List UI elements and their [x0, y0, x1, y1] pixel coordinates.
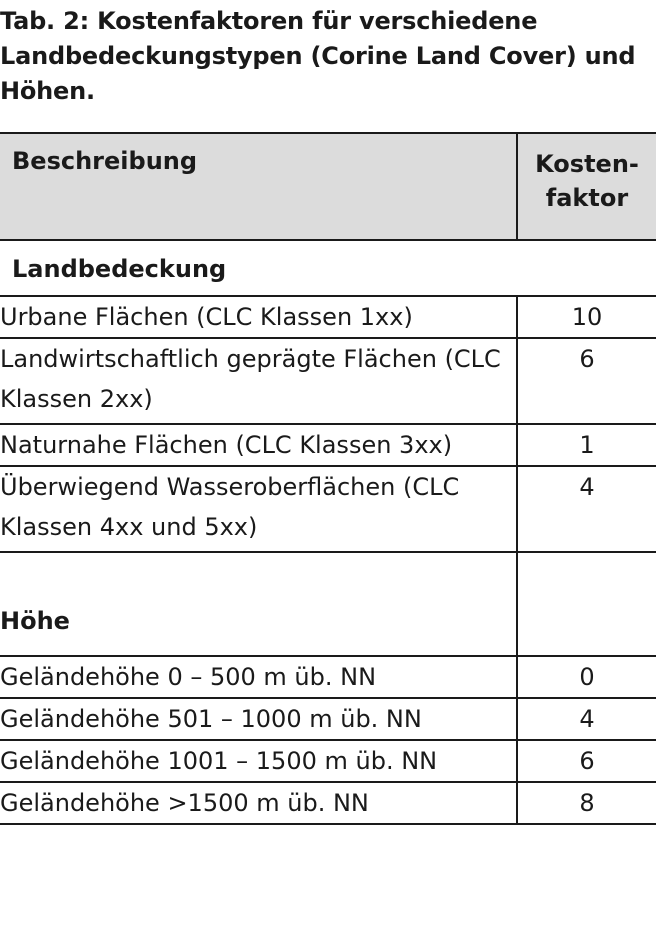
cost-factor-table [0, 132, 656, 825]
header-factor-line1: Kosten- [535, 150, 639, 178]
row-factor: 4 [517, 698, 656, 740]
row-description: Überwiegend Wasseroberflächen (CLC Klassen 4xx und 5xx) [0, 466, 517, 552]
row-description: Geländehöhe >1500 m üb. NN [0, 782, 517, 824]
row-description: Geländehöhe 501 – 1000 m üb. NN [0, 698, 517, 740]
table-row [0, 424, 656, 466]
row-factor: 6 [517, 740, 656, 782]
header-description: Beschreibung [0, 133, 517, 240]
table-row [0, 338, 656, 424]
row-factor: 4 [517, 466, 656, 552]
table-row [0, 740, 656, 782]
table-row [0, 656, 656, 698]
table-caption: Tab. 2: Kostenfaktoren für verschiedene Landbedeckungstypen (Corine Land Cover) und Höhen. [0, 7, 636, 105]
table-row [0, 782, 656, 824]
row-description: Geländehöhe 1001 – 1500 m üb. NN [0, 740, 517, 782]
row-factor: 1 [517, 424, 656, 466]
section-title: Höhe [0, 552, 517, 656]
row-description: Naturnahe Flächen (CLC Klassen 3xx) [0, 424, 517, 466]
row-factor: 8 [517, 782, 656, 824]
row-factor: 6 [517, 338, 656, 424]
header-factor-line2: faktor [545, 184, 629, 212]
row-description: Landwirtschaftlich geprägte Flächen (CLC Klassen 2xx) [0, 338, 517, 424]
section-row-landcover [0, 240, 656, 296]
row-factor: 10 [517, 296, 656, 338]
header-factor [517, 133, 656, 240]
table-row [0, 466, 656, 552]
table-header-row [0, 133, 656, 240]
section-empty-cell [517, 552, 656, 656]
row-factor: 0 [517, 656, 656, 698]
section-row-elevation [0, 552, 656, 656]
row-description: Geländehöhe 0 – 500 m üb. NN [0, 656, 517, 698]
table-row [0, 296, 656, 338]
row-description: Urbane Flächen (CLC Klassen 1xx) [0, 296, 517, 338]
table-row [0, 698, 656, 740]
section-title: Landbedeckung [0, 240, 656, 296]
